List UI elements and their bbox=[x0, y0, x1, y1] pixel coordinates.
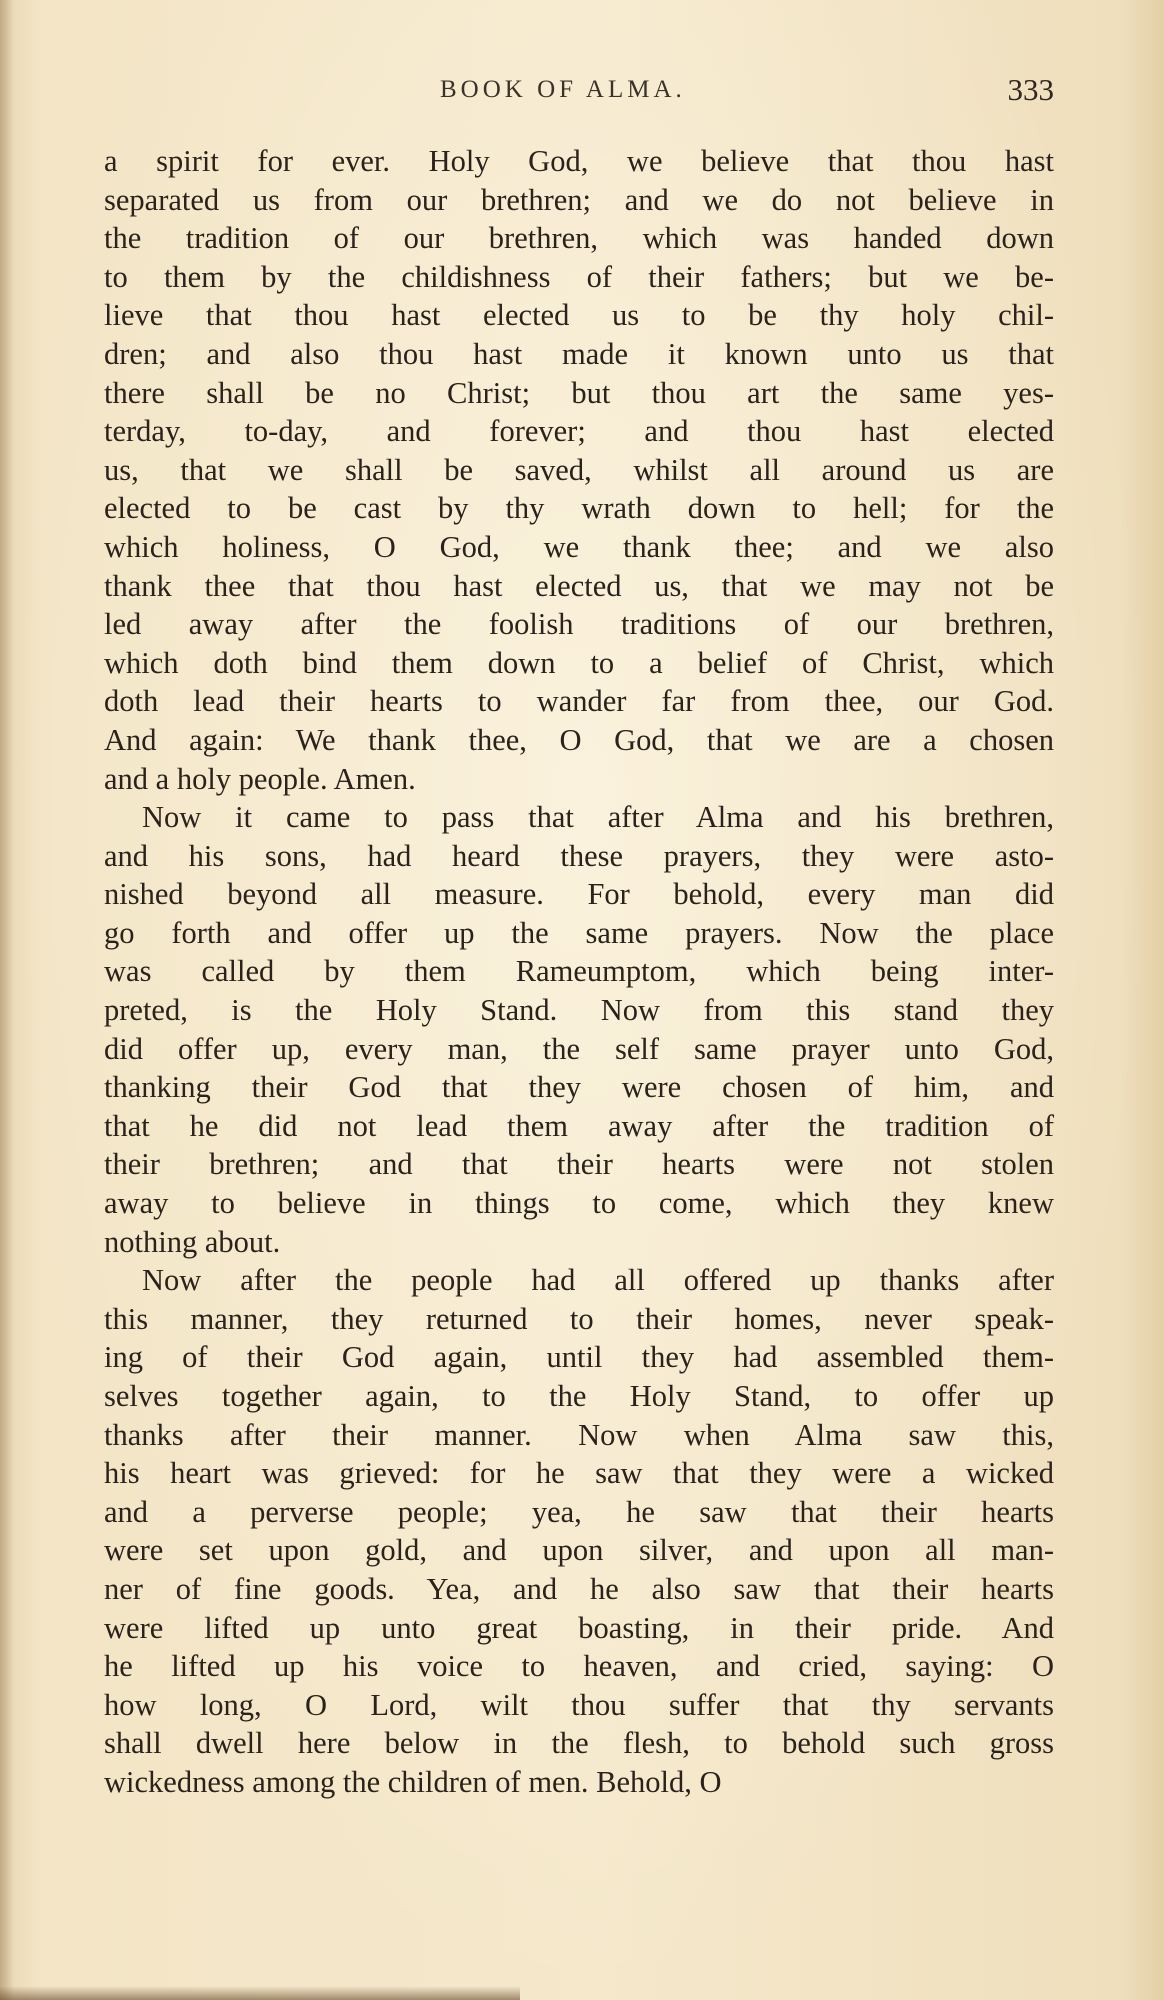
text-line: thanking their God that they were chosen of him, and bbox=[104, 1070, 1054, 1105]
text-line: which doth bind them down to a belief of Christ, which bbox=[104, 645, 1054, 680]
text-line: go forth and offer up the same prayers. Now the place bbox=[104, 915, 1054, 950]
text-line: ing of their God again, until they had assembled them- bbox=[104, 1340, 1054, 1375]
text-line: led away after the foolish traditions of our brethren, bbox=[104, 607, 1054, 642]
text-line: did offer up, every man, the self same prayer unto God, bbox=[104, 1031, 1054, 1066]
text-line: his heart was grieved: for he saw that they were a wicked bbox=[104, 1456, 1054, 1491]
text-line: away to believe in things to come, which they knew bbox=[104, 1186, 1054, 1221]
page-bottom-edge bbox=[0, 1986, 520, 2000]
text-line: separated us from our brethren; and we do not believe in bbox=[104, 182, 1054, 217]
text-line: thanks after their manner. Now when Alma saw this, bbox=[104, 1417, 1054, 1452]
text-line: nished beyond all measure. For behold, every man did bbox=[104, 877, 1054, 912]
text-line: selves together again, to the Holy Stand, to offer up bbox=[104, 1379, 1054, 1413]
text-line: us, that we shall be saved, whilst all around us are bbox=[104, 452, 1054, 487]
text-line: preted, is the Holy Stand. Now from this stand they bbox=[104, 993, 1054, 1028]
text-line: the tradition of our brethren, which was handed down bbox=[104, 221, 1054, 256]
text-line: how long, O Lord, wilt thou suffer that thy servants bbox=[104, 1687, 1054, 1722]
text-line: there shall be no Christ; but thou art the same yes- bbox=[104, 375, 1054, 410]
text-line: elected to be cast by thy wrath down to hell; for the bbox=[104, 491, 1054, 526]
text-line: were lifted up unto great boasting, in their pride. And bbox=[104, 1610, 1054, 1645]
text-line: which holiness, O God, we thank thee; and we also bbox=[104, 529, 1054, 564]
spine-shadow bbox=[0, 0, 14, 2000]
running-head bbox=[0, 72, 1164, 112]
text-line: ner of fine goods. Yea, and he also saw that their hearts bbox=[104, 1571, 1054, 1606]
text-line: Now after the people had all offered up thanks after bbox=[142, 1263, 1054, 1298]
text-line: a spirit for ever. Holy God, we believe that thou hast bbox=[104, 144, 1054, 178]
text-line: and a holy people. Amen. bbox=[104, 761, 416, 796]
text-line: shall dwell here below in the flesh, to behold such gross bbox=[104, 1726, 1054, 1761]
text-line: and a perverse people; yea, he saw that their hearts bbox=[104, 1494, 1054, 1529]
paragraph bbox=[104, 142, 1054, 798]
text-line: Now it came to pass that after Alma and his brethren, bbox=[142, 800, 1054, 835]
text-line: dren; and also thou hast made it known unto us that bbox=[104, 336, 1054, 371]
text-line: he lifted up his voice to heaven, and cried, saying: O bbox=[104, 1649, 1054, 1684]
text-line: and his sons, had heard these prayers, they were asto- bbox=[104, 838, 1054, 873]
text-line: lieve that thou hast elected us to be thy holy chil- bbox=[104, 298, 1054, 333]
text-line: doth lead their hearts to wander far from thee, our God. bbox=[104, 684, 1054, 719]
text-line: to them by the childishness of their fathers; but we be- bbox=[104, 259, 1054, 294]
text-line: nothing about. bbox=[104, 1224, 281, 1259]
page-number: 333 bbox=[1007, 72, 1054, 107]
running-title: BOOK OF ALMA. bbox=[440, 76, 686, 103]
text-line: this manner, they returned to their homes, never speak- bbox=[104, 1301, 1054, 1336]
text-line: thank thee that thou hast elected us, that we may not be bbox=[104, 568, 1054, 603]
text-line: were set upon gold, and upon silver, and upon all man- bbox=[104, 1533, 1054, 1568]
paragraph bbox=[104, 1261, 1054, 1801]
text-line: their brethren; and that their hearts were not stolen bbox=[104, 1147, 1054, 1182]
body-text bbox=[104, 142, 1054, 1802]
paragraph bbox=[104, 798, 1054, 1261]
text-line: was called by them Rameumptom, which being inter- bbox=[104, 954, 1054, 989]
text-line: that he did not lead them away after the tradition of bbox=[104, 1108, 1054, 1143]
text-line: And again: We thank thee, O God, that we are a chosen bbox=[104, 722, 1054, 757]
text-line: terday, to-day, and forever; and thou hast elected bbox=[104, 414, 1054, 449]
text-line: wickedness among the children of men. Behold, O bbox=[104, 1764, 722, 1799]
